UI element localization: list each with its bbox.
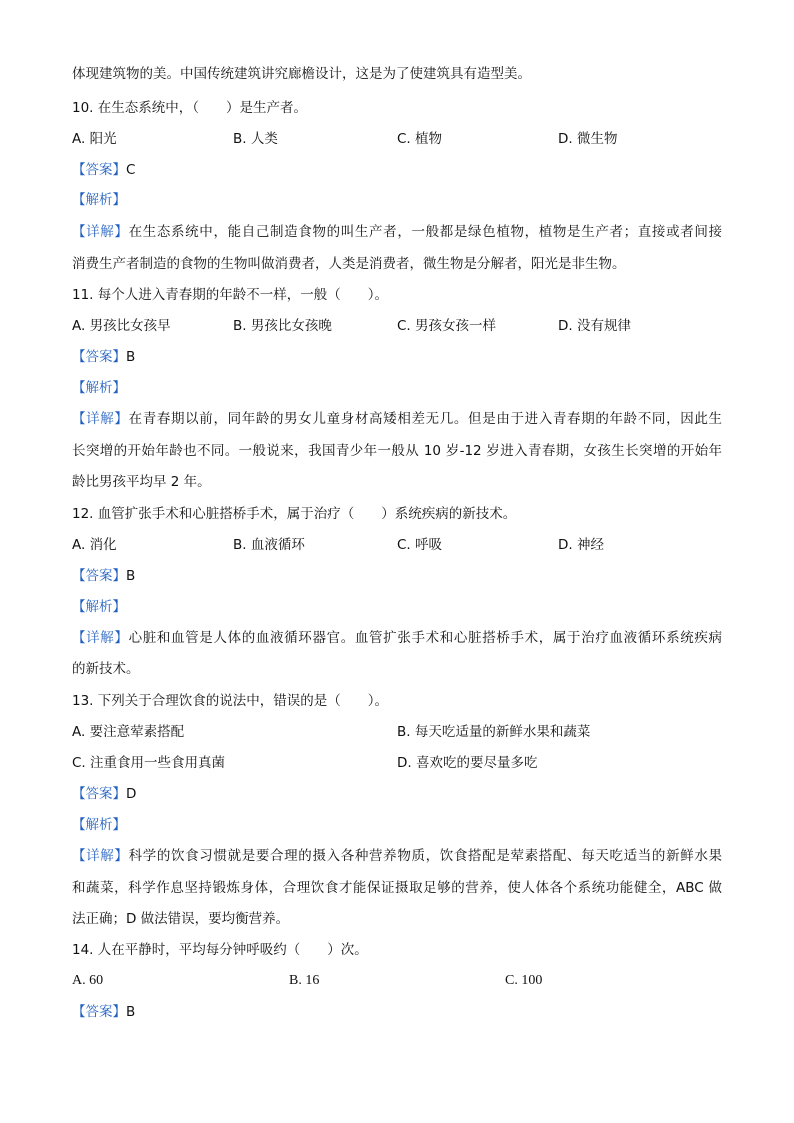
option-a: A. 阳光 — [72, 131, 117, 147]
option-c: C. 男孩女孩一样 — [397, 318, 497, 334]
answer-line — [72, 566, 135, 586]
answer-tag: 【答案】 — [72, 162, 126, 178]
analysis-tag: 【解析】 — [72, 380, 126, 396]
analysis-tag: 【解析】 — [72, 599, 126, 615]
detail-tag: 【详解】 — [72, 630, 129, 646]
option-d: D. 神经 — [558, 537, 604, 553]
question-stem: 10. 在生态系统中，（ ）是生产者。 — [72, 100, 308, 116]
detail-line: 法正确；D 做法错误，要均衡营养。 — [72, 911, 290, 927]
option-a: A. 60 — [72, 973, 104, 988]
answer-tag: 【答案】 — [72, 568, 126, 584]
detail-line: 【详解】心脏和血管是人体的血液循环器官。血管扩张手术和心脏搭桥手术，属于治疗血液循环系统疾病 — [72, 630, 722, 646]
detail-line: 【详解】在青春期以前，同年龄的男女儿童身材高矮相差无几。但是由于进入青春期的年龄不同，因此生 — [72, 411, 722, 427]
analysis-tag: 【解析】 — [72, 192, 126, 208]
detail-line: 消费生产者制造的食物的生物叫做消费者，人类是消费者，微生物是分解者，阳光是非生物。 — [72, 256, 626, 272]
option-a: A. 要注意荤素搭配 — [72, 724, 185, 740]
answer-line — [72, 160, 135, 180]
answer-tag: 【答案】 — [72, 1004, 126, 1020]
option-d: D. 喜欢吃的要尽量多吃 — [397, 755, 538, 771]
option-c: C. 植物 — [397, 131, 443, 147]
intro-line: 体现建筑物的美。中国传统建筑讲究廊檐设计，这是为了使建筑具有造型美。 — [72, 66, 531, 82]
answer-value: C — [126, 162, 136, 178]
detail-tag: 【详解】 — [72, 411, 129, 427]
detail-line: 【详解】科学的饮食习惯就是要合理的摄入各种营养物质，饮食搭配是荤素搭配、每天吃适当的新鲜水果 — [72, 848, 722, 864]
answer-tag: 【答案】 — [72, 349, 126, 365]
answer-line — [72, 347, 135, 367]
detail-line: 长突增的开始年龄也不同。一般说来，我国青少年一般从 10 岁-12 岁进入青春期，女孩生长突增的开始年 — [72, 443, 722, 459]
answer-value: B — [126, 1004, 136, 1020]
option-b: B. 血液循环 — [233, 537, 305, 553]
detail-line: 龄比男孩平均早 2 年。 — [72, 474, 211, 490]
answer-value: D — [126, 786, 137, 802]
option-c: C. 注重食用一些食用真菌 — [72, 755, 226, 771]
answer-line — [72, 784, 136, 804]
question-stem: 14. 人在平静时，平均每分钟呼吸约（ ）次。 — [72, 942, 368, 958]
analysis-tag: 【解析】 — [72, 817, 126, 833]
question-stem: 12. 血管扩张手术和心脏搭桥手术，属于治疗（ ）系统疾病的新技术。 — [72, 506, 517, 522]
option-d: D. 微生物 — [558, 131, 618, 147]
option-b: B. 每天吃适量的新鲜水果和蔬菜 — [397, 724, 591, 740]
answer-tag: 【答案】 — [72, 786, 126, 802]
detail-tag: 【详解】 — [72, 224, 129, 240]
option-c: C. 100 — [505, 973, 543, 988]
option-c: C. 呼吸 — [397, 537, 443, 553]
detail-line: 【详解】在生态系统中，能自己制造食物的叫生产者，一般都是绿色植物，植物是生产者；直接或者间接 — [72, 224, 722, 240]
option-a: A. 男孩比女孩早 — [72, 318, 171, 334]
answer-value: B — [126, 349, 136, 365]
answer-value: B — [126, 568, 136, 584]
detail-tag: 【详解】 — [72, 848, 129, 864]
answer-line — [72, 1002, 135, 1022]
option-d: D. 没有规律 — [558, 318, 631, 334]
option-b: B. 人类 — [233, 131, 278, 147]
option-a: A. 消化 — [72, 537, 117, 553]
question-stem: 13. 下列关于合理饮食的说法中，错误的是（ ）。 — [72, 693, 389, 709]
question-stem: 11. 每个人进入青春期的年龄不一样，一般（ ）。 — [72, 287, 389, 303]
option-b: B. 男孩比女孩晚 — [233, 318, 332, 334]
detail-line: 和蔬菜，科学作息坚持锻炼身体，合理饮食才能保证摄取足够的营养，使人体各个系统功能健全，ABC 做 — [72, 880, 722, 896]
detail-line: 的新技术。 — [72, 661, 140, 677]
option-b: B. 16 — [289, 973, 320, 988]
